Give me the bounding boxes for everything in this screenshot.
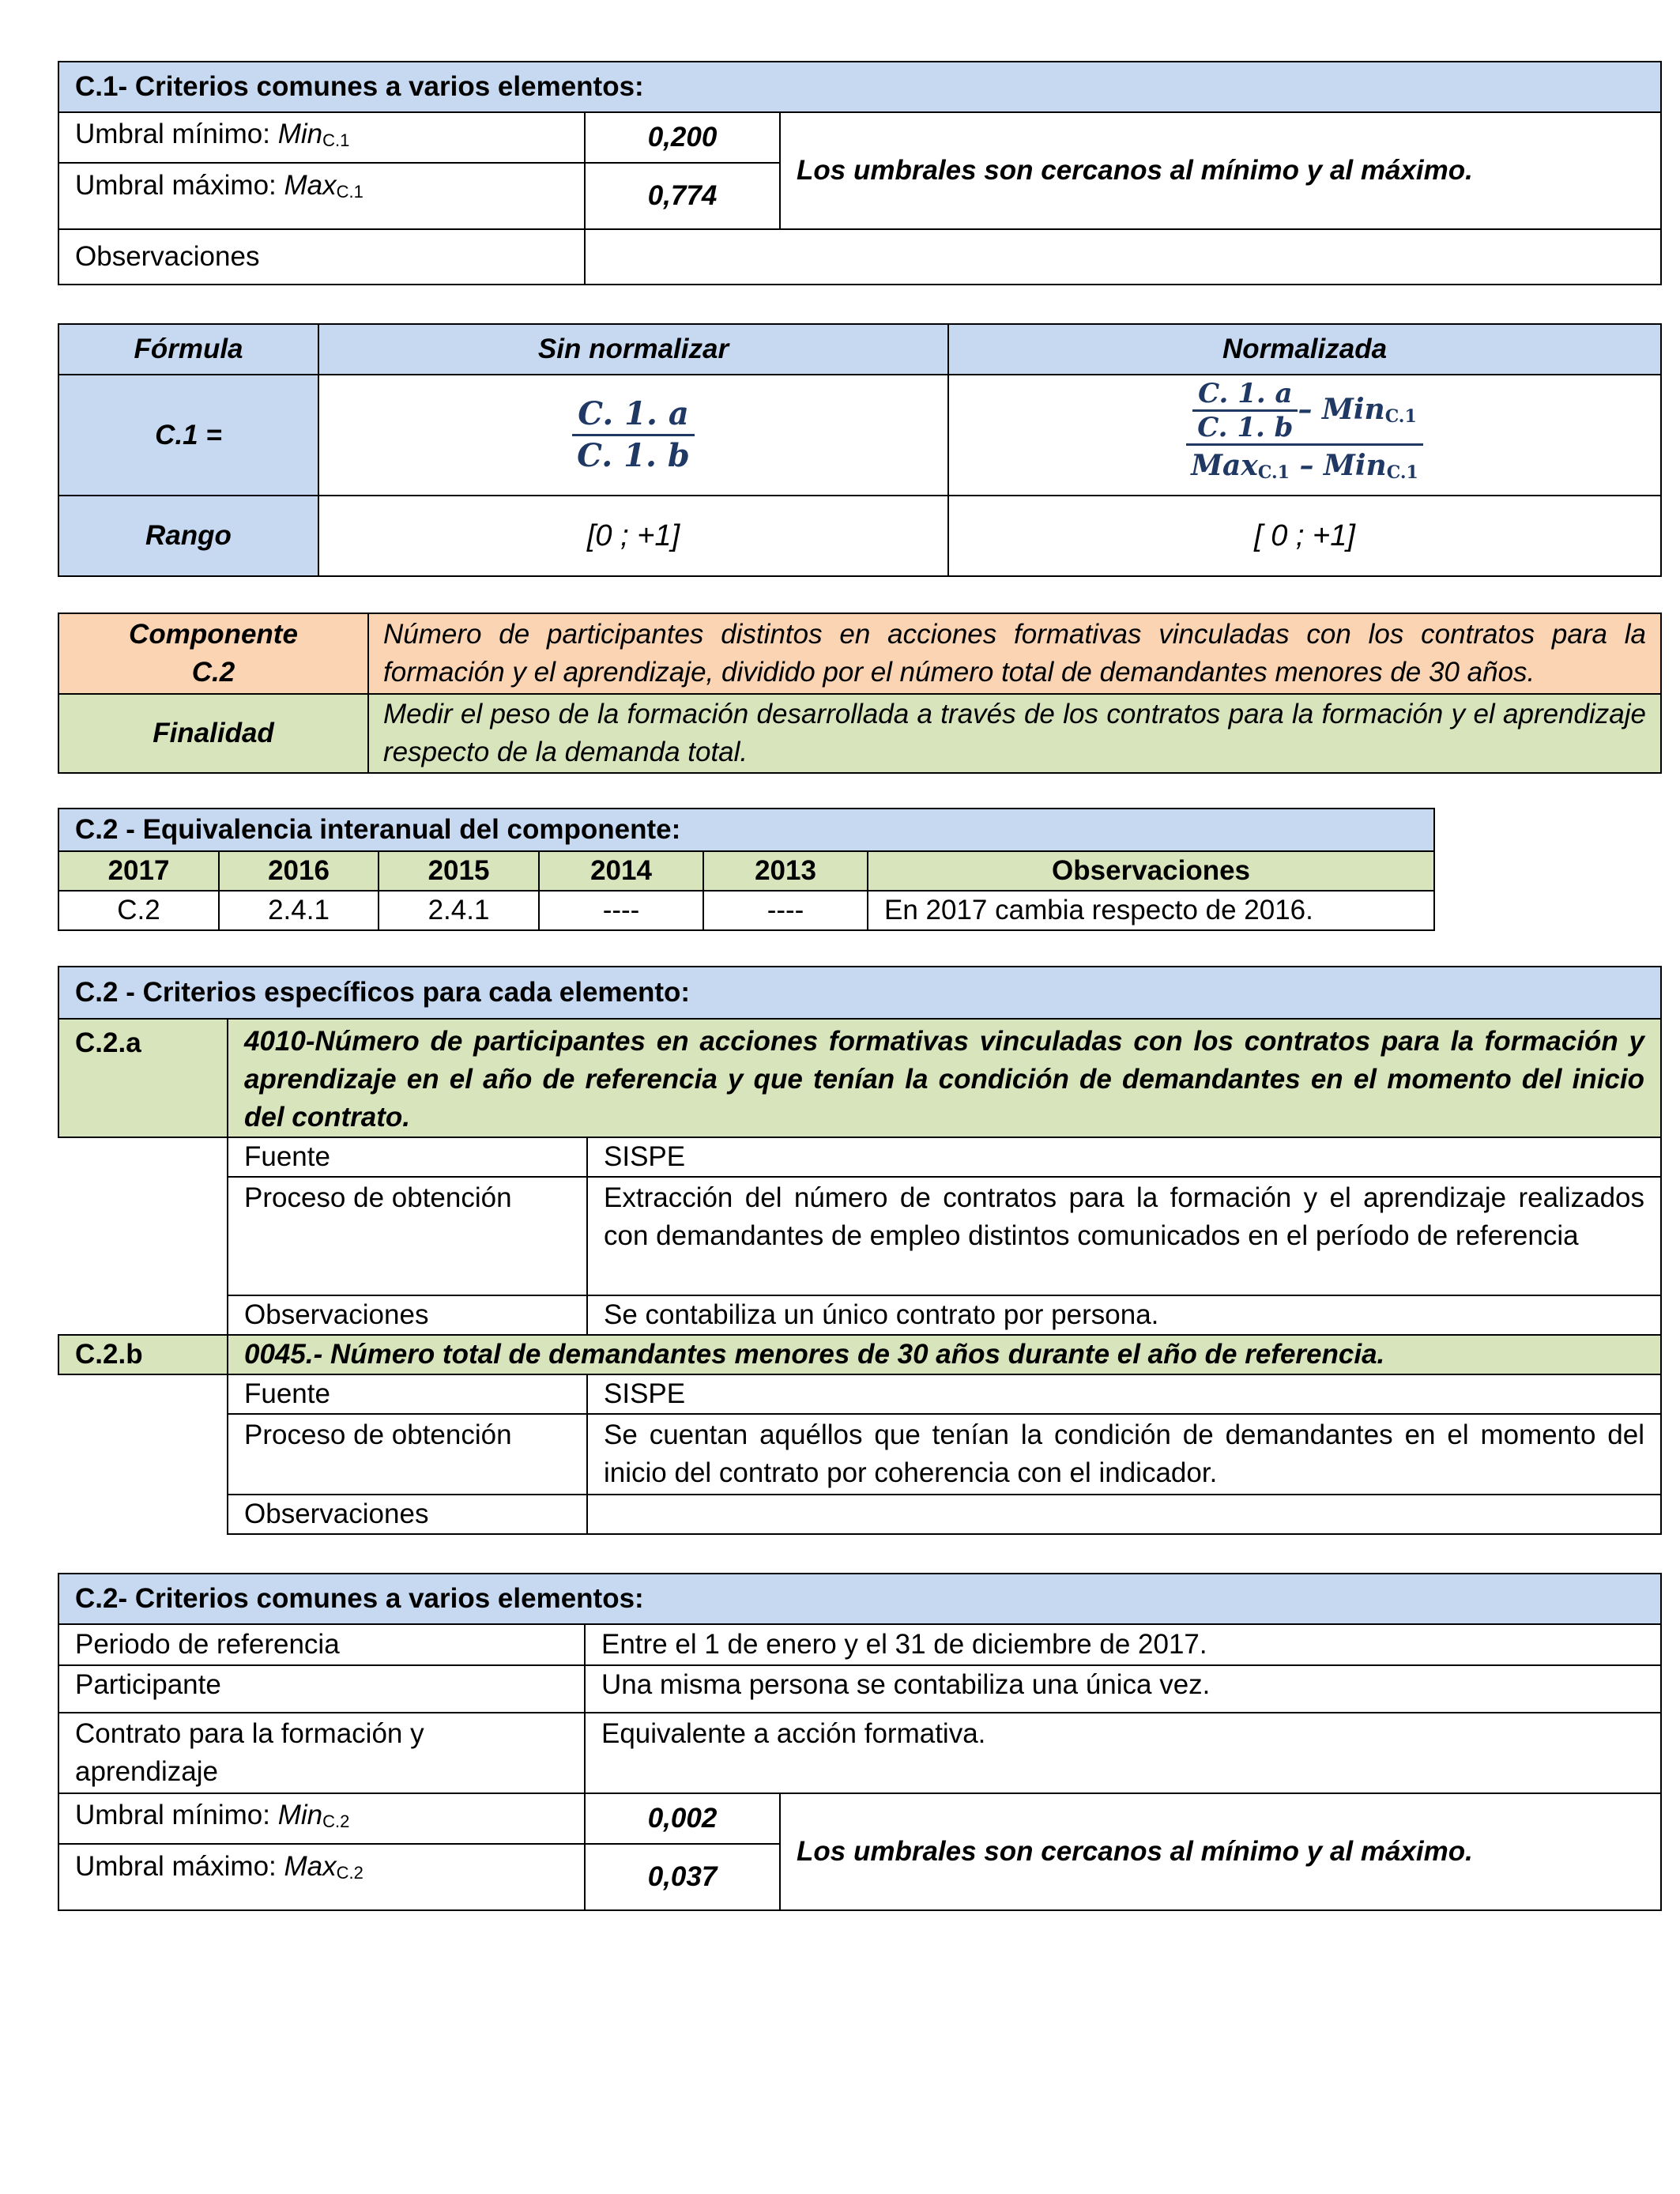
element-a-source-label: Fuente bbox=[228, 1137, 587, 1177]
c1-threshold-note: Los umbrales son cercanos al mínimo y al máximo. bbox=[780, 112, 1661, 229]
normalized-numerator bbox=[1186, 378, 1423, 443]
spacer-cell bbox=[58, 1414, 228, 1495]
component-table bbox=[58, 613, 1662, 774]
range-raw: [0 ; +1] bbox=[318, 496, 948, 576]
equivalence-value-observaciones: En 2017 cambia respecto de 2016. bbox=[868, 891, 1434, 930]
component-label: Componente C.2 bbox=[58, 613, 368, 694]
equivalence-value-2017: C.2 bbox=[58, 891, 219, 930]
range-normalized: [ 0 ; +1] bbox=[948, 496, 1661, 576]
c1-max-value: 0,774 bbox=[585, 163, 780, 229]
raw-denominator: C. 1. b bbox=[572, 434, 695, 476]
element-b-source-label: Fuente bbox=[228, 1374, 587, 1414]
spacer-cell bbox=[58, 1137, 228, 1177]
c1-min-label: Umbral mínimo: Min$_{C.1}$ bbox=[58, 112, 585, 163]
equivalence-title: C.2 - Equivalencia interanual del componente: bbox=[58, 809, 1434, 851]
c1-min-value: 0,200 bbox=[585, 112, 780, 163]
equivalence-value-2013: ---- bbox=[703, 891, 868, 930]
c1-max-label: Umbral máximo: Max$_{C.1}$ bbox=[58, 163, 585, 229]
equivalence-value-2016: 2.4.1 bbox=[219, 891, 379, 930]
participant-value: Una misma persona se contabiliza una única vez. bbox=[585, 1665, 1661, 1713]
contract-value: Equivalente a acción formativa. bbox=[585, 1713, 1661, 1793]
formula-raw-cell bbox=[318, 375, 948, 496]
equivalence-header-observaciones: Observaciones bbox=[868, 851, 1434, 891]
spacer-cell bbox=[58, 1374, 228, 1414]
c1-obs-value bbox=[585, 229, 1661, 285]
numerator-minus-min: – Min$_{C.1}$ bbox=[1298, 392, 1417, 427]
c1-obs-label: Observaciones bbox=[58, 229, 585, 285]
element-b-code: C.2.b bbox=[58, 1335, 228, 1374]
raw-numerator: C. 1. a bbox=[578, 395, 689, 432]
ref-period-label: Periodo de referencia bbox=[58, 1624, 585, 1665]
c2-min-value: 0,002 bbox=[585, 1793, 780, 1844]
contract-label: Contrato para la formación y aprendizaje bbox=[58, 1713, 585, 1793]
range-label: Rango bbox=[58, 496, 318, 576]
equivalence-header-2013: 2013 bbox=[703, 851, 868, 891]
element-b-process-value: Se cuentan aquéllos que tenían la condición de demandantes en el momento del inicio del contrato por coherencia con el indicador. bbox=[587, 1414, 1661, 1495]
specific-criteria-table bbox=[58, 966, 1662, 1535]
element-a-code: C.2.a bbox=[58, 1019, 228, 1137]
element-a-process-value: Extracción del número de contratos para la formación y el aprendizaje realizados con demandantes de empleo distintos comunicados en el período de referencia bbox=[587, 1177, 1661, 1295]
spacer-cell bbox=[58, 1295, 228, 1335]
equivalence-header-2014: 2014 bbox=[539, 851, 703, 891]
element-a-obs-value: Se contabiliza un único contrato por persona. bbox=[587, 1295, 1661, 1335]
formula-header-formula: Fórmula bbox=[58, 324, 318, 375]
ref-period-value: Entre el 1 de enero y el 31 de diciembre de 2017. bbox=[585, 1624, 1661, 1665]
spacer-cell bbox=[58, 1495, 228, 1534]
c2-max-value: 0,037 bbox=[585, 1844, 780, 1910]
normalized-denominator: Max$_{C.1}$ – Min$_{C.1}$ bbox=[1186, 443, 1423, 492]
equivalence-value-2015: 2.4.1 bbox=[379, 891, 539, 930]
element-b-description: 0045.- Número total de demandantes menores de 30 años durante el año de referencia. bbox=[228, 1335, 1661, 1374]
normalized-fraction bbox=[1186, 378, 1423, 492]
element-a-obs-label: Observaciones bbox=[228, 1295, 587, 1335]
participant-label: Participante bbox=[58, 1665, 585, 1713]
equivalence-value-2014: ---- bbox=[539, 891, 703, 930]
inner-numerator: C. 1. a bbox=[1198, 378, 1293, 409]
formula-header-normalized: Normalizada bbox=[948, 324, 1661, 375]
c2-common-title: C.2- Criterios comunes a varios elementos: bbox=[58, 1574, 1661, 1624]
c2-common-table bbox=[58, 1573, 1662, 1911]
formula-row-label: C.1 = bbox=[58, 375, 318, 496]
equivalence-header-2016: 2016 bbox=[219, 851, 379, 891]
element-a-description: 4010-Número de participantes en acciones formativas vinculadas con los contratos para la formación y aprendizaje en el año de referencia y que tenían la condición de demandantes en el momento del inicio del contrato. bbox=[228, 1019, 1661, 1137]
normalized-inner-fraction bbox=[1192, 378, 1298, 443]
element-b-obs-value bbox=[587, 1495, 1661, 1534]
formula-table bbox=[58, 323, 1662, 577]
c2-min-label: Umbral mínimo: Min$_{C.2}$ bbox=[58, 1793, 585, 1844]
specific-criteria-title: C.2 - Criterios específicos para cada elemento: bbox=[58, 967, 1661, 1019]
equivalence-header-2017: 2017 bbox=[58, 851, 219, 891]
c2-threshold-note: Los umbrales son cercanos al mínimo y al máximo. bbox=[780, 1793, 1661, 1910]
purpose-label: Finalidad bbox=[58, 694, 368, 773]
component-description: Número de participantes distintos en acciones formativas vinculadas con los contratos para la formación y el aprendizaje, dividido por el número total de demandantes menores de 30 años. bbox=[368, 613, 1661, 694]
element-b-obs-label: Observaciones bbox=[228, 1495, 587, 1534]
c1-common-table bbox=[58, 61, 1662, 285]
c1-common-title: C.1- Criterios comunes a varios elementos: bbox=[58, 62, 1661, 112]
c2-max-label: Umbral máximo: Max$_{C.2}$ bbox=[58, 1844, 585, 1910]
spacer-cell bbox=[58, 1177, 228, 1295]
element-b-process-label: Proceso de obtención bbox=[228, 1414, 587, 1495]
formula-header-raw: Sin normalizar bbox=[318, 324, 948, 375]
inner-denominator: C. 1. b bbox=[1192, 409, 1298, 443]
element-a-source-value: SISPE bbox=[587, 1137, 1661, 1177]
purpose-text: Medir el peso de la formación desarrollada a través de los contratos para la formación y el aprendizaje respecto de la demanda total. bbox=[368, 694, 1661, 773]
equivalence-table bbox=[58, 808, 1435, 931]
element-a-process-label: Proceso de obtención bbox=[228, 1177, 587, 1295]
raw-fraction bbox=[572, 394, 695, 476]
formula-normalized-cell bbox=[948, 375, 1661, 496]
equivalence-header-2015: 2015 bbox=[379, 851, 539, 891]
element-b-source-value: SISPE bbox=[587, 1374, 1661, 1414]
